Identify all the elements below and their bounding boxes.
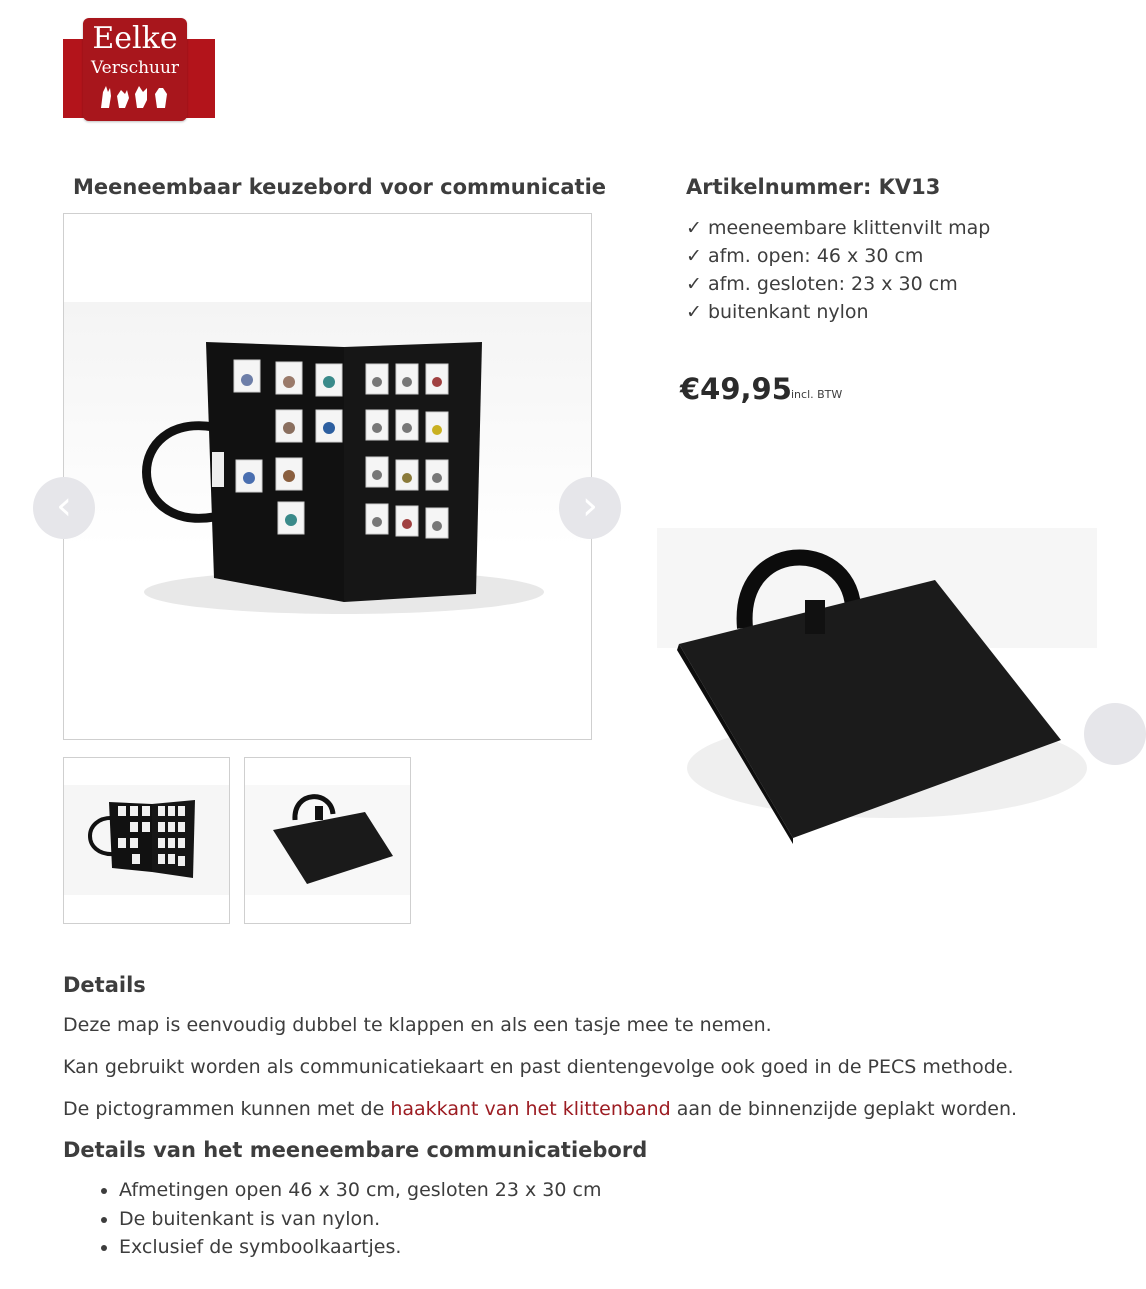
feature-item: ✓ meeneembare klittenvilt map — [686, 217, 991, 239]
side-next-button[interactable] — [1084, 703, 1099, 765]
product-sku: Artikelnummer: KV13 — [686, 175, 941, 199]
gallery-prev-button[interactable] — [33, 477, 95, 539]
chevron-left-icon: ‹ — [56, 483, 72, 529]
details-paragraph-1: Deze map is eenvoudig dubbel te klappen en als een tasje mee te nemen. — [63, 1014, 772, 1036]
klittenband-link[interactable]: haakkant van het klittenband — [390, 1098, 671, 1120]
details-heading: Details — [63, 973, 146, 997]
open-board-photo — [64, 302, 591, 652]
details-paragraph-3 — [63, 1095, 1017, 1123]
gallery-next-button-wrap[interactable] — [559, 477, 598, 539]
gallery-thumbnail-closed[interactable] — [244, 757, 411, 924]
feature-item: ✓ afm. open: 46 x 30 cm — [686, 245, 924, 267]
gallery-next-button[interactable] — [559, 477, 621, 539]
details-paragraph-2: Kan gebruikt worden als communicatiekaart en past dientengevolge ook goed in de PECS methode. — [63, 1056, 1014, 1078]
thumbnail-open-image — [64, 758, 229, 923]
open-board-image — [64, 302, 591, 652]
site-logo[interactable] — [63, 18, 215, 121]
product-title: Meeneembaar keuzebord voor communicatie — [73, 175, 607, 199]
details-paragraph-3-end: aan de binnenzijde geplakt worden. — [670, 1098, 1018, 1120]
feature-list — [686, 214, 990, 326]
details-bullet-item: • De buitenkant is van nylon. — [119, 1205, 601, 1234]
logo-text-eelke: Eelke — [92, 21, 178, 56]
chevron-right-icon: › — [582, 483, 598, 529]
feature-item: ✓ buitenkant nylon — [686, 301, 869, 323]
product-price: €49,95 — [680, 372, 792, 406]
details-bullet-item: • Exclusief de symboolkaartjes. — [119, 1233, 601, 1262]
details-bullet-list — [63, 1176, 601, 1262]
details-bullet-item: • Afmetingen open 46 x 30 cm, gesloten 23 x 30 cm — [119, 1176, 601, 1205]
price-vat-note: incl. BTW — [791, 388, 843, 401]
product-gallery-main[interactable] — [63, 213, 592, 740]
details-paragraph-3-start: De pictogrammen kunnen met de — [63, 1098, 391, 1120]
logo-badge — [83, 18, 187, 121]
details-subheading: Details van het meeneembare communicatiebord — [63, 1138, 648, 1162]
feature-item: ✓ afm. gesloten: 23 x 30 cm — [686, 273, 958, 295]
side-next-circle — [1084, 703, 1146, 765]
closed-board-image — [657, 528, 1097, 858]
hands-icon — [97, 82, 173, 112]
logo-text-verschuur: Verschuur — [90, 58, 180, 78]
thumbnail-closed-image — [245, 758, 410, 923]
gallery-thumbnail-open[interactable] — [63, 757, 230, 924]
closed-board-photo — [657, 528, 1097, 858]
